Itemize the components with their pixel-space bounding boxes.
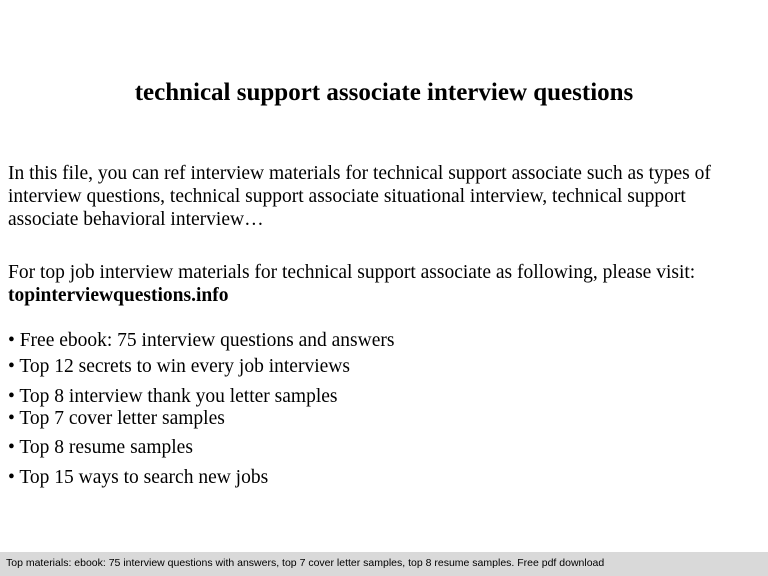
- slide-title: technical support associate interview questions: [134, 79, 634, 106]
- visit-text: For top job interview materials for technical support associate as following, please visit:: [8, 262, 696, 283]
- bullet-item: • Top 15 ways to search new jobs: [8, 467, 269, 488]
- bullet-item: • Top 12 secrets to win every job interviews: [8, 356, 350, 377]
- visit-paragraph: [8, 261, 760, 307]
- site-link[interactable]: topinterviewquestions.info: [8, 285, 229, 306]
- bullet-item: • Top 8 resume samples: [8, 437, 193, 458]
- bullet-item: • Top 7 cover letter samples: [8, 408, 225, 429]
- footer-bar: [0, 552, 768, 576]
- footer-text: Top materials: ebook: 75 interview questions with answers, top 7 cover letter samples, top 8 resume samples. Free pdf download: [6, 557, 605, 569]
- intro-paragraph: In this file, you can ref interview materials for technical support associate such as types of interview questions, technical support associate situational interview, technical support associate behavioral interview…: [8, 163, 711, 230]
- bullet-item: • Top 8 interview thank you letter samples: [8, 386, 338, 407]
- bullet-item: • Free ebook: 75 interview questions and answers: [8, 330, 395, 351]
